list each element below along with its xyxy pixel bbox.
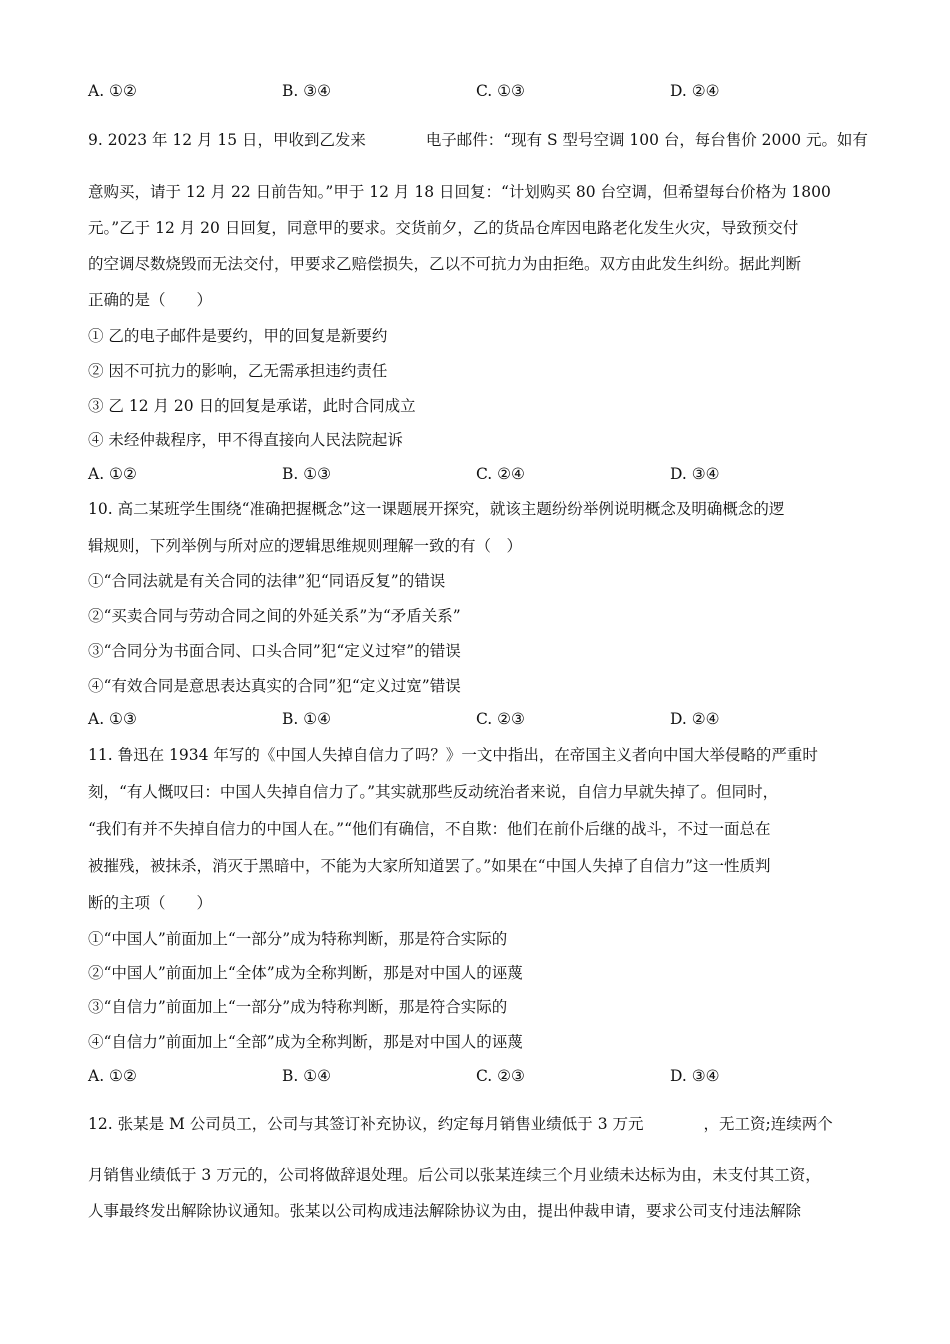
q11-option-c: C. ②③ <box>476 1067 525 1085</box>
q8-option-a: A. ①② <box>88 82 137 100</box>
q12-stem-line-2: 月销售业绩低于 3 万元的，公司将做辞退处理。后公司以张某连续三个月业绩未达标为由，未支付其工资， <box>88 1166 821 1184</box>
q10-option-a: A. ①③ <box>88 710 137 728</box>
q9-statement-2: ② 因不可抗力的影响，乙无需承担违约责任 <box>88 362 388 380</box>
q11-stem-line-5: 断的主项（ ） <box>88 894 213 912</box>
q10-statement-2: ②“买卖合同与劳动合同之间的外延关系”为“矛盾关系” <box>88 607 461 625</box>
q9-stem-line-2: 意购买，请于 12 月 22 日前告知。”甲于 12 月 18 日回复：“计划购买 80 台空调，但希望每台价格为 1800 <box>88 183 831 201</box>
q11-stem-line-1: 11. 鲁迅在 1934 年写的《中国人失掉自信力了吗？》一文中指出，在帝国主义者向中国大举侵略的严重时 <box>88 746 818 764</box>
q9-stem-part-b: 电子邮件：“现有 S 型号空调 100 台，每台售价 2000 元。如有 <box>425 131 868 149</box>
q12-stem-part-a: 12. 张某是 M 公司员工，公司与其签订补充协议，约定每月销售业绩低于 3 万元 <box>88 1115 644 1133</box>
q11-option-d: D. ③④ <box>670 1067 720 1085</box>
q8-option-d: D. ②④ <box>670 82 720 100</box>
q12-stem-line-3: 人事最终发出解除协议通知。张某以公司构成违法解除协议为由，提出仲裁申请，要求公司支付违法解除 <box>88 1202 802 1220</box>
q10-options <box>88 709 868 729</box>
q9-option-a: A. ①② <box>88 465 137 483</box>
q9-statement-3: ③ 乙 12 月 20 日的回复是承诺，此时合同成立 <box>88 397 416 415</box>
q12-stem-part-b: ，无工资;连续两个 <box>703 1115 833 1133</box>
q10-statement-3: ③“合同分为书面合同、口头合同”犯“定义过窄”的错误 <box>88 642 461 660</box>
q9-option-b: B. ①③ <box>282 465 332 483</box>
q11-statement-2: ②“中国人”前面加上“全体”成为全称判断，那是对中国人的诬蔑 <box>88 964 523 982</box>
q11-option-b: B. ①④ <box>282 1067 332 1085</box>
q9-stem-line-5: 正确的是（ ） <box>88 291 213 309</box>
q8-options <box>88 81 868 101</box>
q11-stem-line-3: “我们有并不失掉自信力的中国人在。”“他们有确信，不自欺：他们在前仆后继的战斗，不过一面总在 <box>88 820 771 838</box>
q8-option-c: C. ①③ <box>476 82 525 100</box>
q10-statement-4: ④“有效合同是意思表达真实的合同”犯“定义过宽”错误 <box>88 677 461 695</box>
q11-stem-line-2: 刻，“有人慨叹曰：中国人失掉自信力了。”其实就那些反动统治者来说，自信力早就失掉了。但同时， <box>88 783 779 801</box>
q10-stem-line-1: 10. 高二某班学生围绕“准确把握概念”这一课题展开探究，就该主题纷纷举例说明概念及明确概念的逻 <box>88 500 785 518</box>
q9-option-d: D. ③④ <box>670 465 720 483</box>
q9-option-c: C. ②④ <box>476 465 525 483</box>
q8-option-b: B. ③④ <box>282 82 332 100</box>
q11-statement-3: ③“自信力”前面加上“一部分”成为特称判断，那是符合实际的 <box>88 998 508 1016</box>
q9-stem-line-3: 元。”乙于 12 月 20 日回复，同意甲的要求。交货前夕，乙的货品仓库因电路老化发生火灾，导致预交付 <box>88 219 799 237</box>
q9-stem-part-a: 9. 2023 年 12 月 15 日，甲收到乙发来 <box>88 131 366 149</box>
q10-option-b: B. ①④ <box>282 710 332 728</box>
q9-stem-line-1 <box>88 130 868 150</box>
q9-stem-line-4: 的空调尽数烧毁而无法交付，甲要求乙赔偿损失，乙以不可抗力为由拒绝。双方由此发生纠纷。据此判断 <box>88 255 802 273</box>
q9-statement-1: ① 乙的电子邮件是要约，甲的回复是新要约 <box>88 327 388 345</box>
q10-option-c: C. ②③ <box>476 710 525 728</box>
q10-stem-line-2: 辑规则，下列举例与所对应的逻辑思维规则理解一致的有（ ） <box>88 537 523 555</box>
q11-options <box>88 1066 868 1086</box>
q9-statement-4: ④ 未经仲裁程序，甲不得直接向人民法院起诉 <box>88 431 403 449</box>
q11-option-a: A. ①② <box>88 1067 137 1085</box>
q11-statement-4: ④“自信力”前面加上“全部”成为全称判断，那是对中国人的诬蔑 <box>88 1033 523 1051</box>
q10-statement-1: ①“合同法就是有关合同的法律”犯“同语反复”的错误 <box>88 572 446 590</box>
q9-options <box>88 464 868 484</box>
q11-statement-1: ①“中国人”前面加上“一部分”成为特称判断，那是符合实际的 <box>88 930 508 948</box>
q12-stem-line-1 <box>88 1114 833 1134</box>
q11-stem-line-4: 被摧残，被抹杀，消灭于黑暗中，不能为大家所知道罢了。”如果在“中国人失掉了自信力”这一性质判 <box>88 857 771 875</box>
q10-option-d: D. ②④ <box>670 710 720 728</box>
